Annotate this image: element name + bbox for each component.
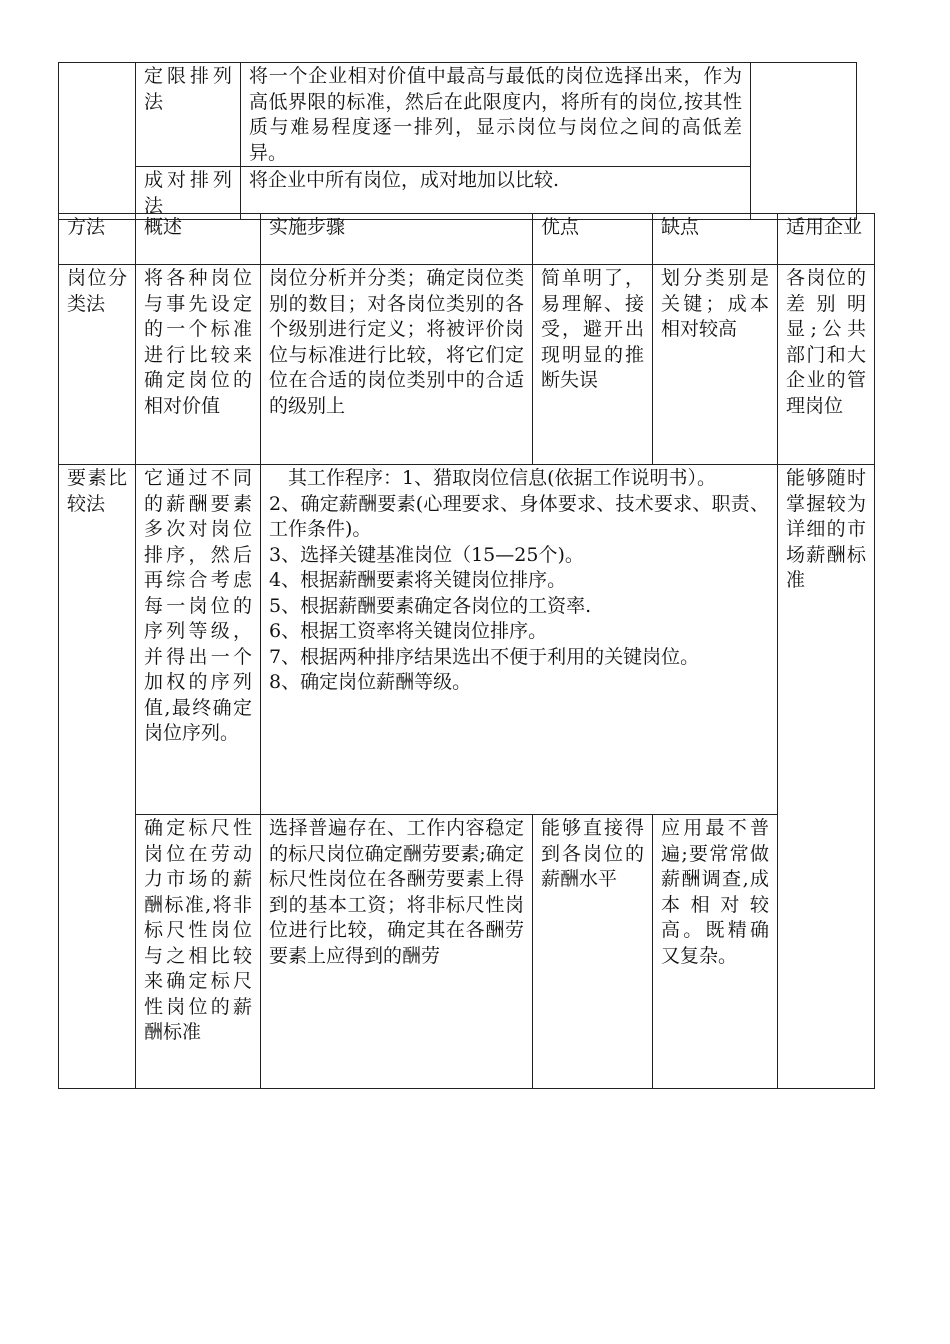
steps-cell: 岗位分析并分类；确定岗位类别的数目；对各岗位类别的各个级别进行定义；将被评价岗位与标准进行比较，将它们定位在合适的岗位类别中的合适的级别上 xyxy=(261,265,533,465)
step-line: 其工作程序：1、猎取岗位信息(依据工作说明书）。 xyxy=(288,467,717,489)
steps-cell xyxy=(261,465,778,815)
header-row xyxy=(59,214,875,265)
header-method: 方法 xyxy=(59,214,136,265)
ranking-methods-table xyxy=(58,62,857,220)
description-cell: 将一个企业相对价值中最高与最低的岗位选择出来，作为高低界限的标准，然后在此限度内，将所有的岗位,按其性质与难易程度逐一排列，显示岗位与岗位之间的高低差异。 xyxy=(241,63,751,167)
method-cell: 要素比较法 xyxy=(59,465,136,1089)
job-evaluation-methods-table xyxy=(58,213,875,1089)
step-line: 5、根据薪酬要素确定各岗位的工资率. xyxy=(269,594,592,617)
description-cell: 将企业中所有岗位，成对地加以比较. xyxy=(241,167,751,220)
cons-cell: 应用最不普遍;要常常做薪酬调查,成本相对较高。既精确又复杂。 xyxy=(653,815,778,1089)
table-row xyxy=(59,815,875,1089)
overview-cell: 将各种岗位与事先设定的一个标准进行比较来确定岗位的相对价值 xyxy=(136,265,261,465)
step-line: 6、根据工资率将关键岗位排序。 xyxy=(269,620,548,642)
method-cell: 成对排列法 xyxy=(136,167,241,220)
step-line: 2、确定薪酬要素(心理要求、身体要求、技术要求、职责、工作条件)。 xyxy=(269,492,769,540)
applicable-cell: 各岗位的差别明显;公共部门和大企业的管理岗位 xyxy=(778,265,875,465)
method-cell: 定限排列法 xyxy=(136,63,241,167)
header-applicable: 适用企业 xyxy=(778,214,875,265)
cons-cell: 划分类别是关键；成本相对较高 xyxy=(653,265,778,465)
step-line: 3、选择关键基准岗位（15—25个)。 xyxy=(269,543,584,566)
step-line: 7、根据两种排序结果选出不便于利用的关键岗位。 xyxy=(269,645,700,668)
step-line: 8、确定岗位薪酬等级。 xyxy=(269,671,472,693)
method-cell: 岗位分类法 xyxy=(59,265,136,465)
applicable-cell: 能够随时掌握较为详细的市场薪酬标准 xyxy=(778,465,875,1089)
blank-cell xyxy=(59,63,136,220)
header-pros: 优点 xyxy=(533,214,653,265)
header-overview: 概述 xyxy=(136,214,261,265)
table-row xyxy=(59,265,875,465)
overview-cell: 它通过不同的薪酬要素多次对岗位排序，然后再综合考虑每一岗位的序列等级，并得出一个加权的序列值,最终确定岗位序列。 xyxy=(136,465,261,815)
blank-cell xyxy=(751,63,857,220)
overview-cell: 确定标尺性岗位在劳动力市场的薪酬标准,将非标尺性岗位与之相比较来确定标尺性岗位的薪酬标准 xyxy=(136,815,261,1089)
step-line: 4、根据薪酬要素将关键岗位排序。 xyxy=(269,569,567,591)
pros-cell: 能够直接得到各岗位的薪酬水平 xyxy=(533,815,653,1089)
pros-cell: 简单明了，易理解、接受，避开出现明显的推断失误 xyxy=(533,265,653,465)
table-row xyxy=(59,63,857,167)
header-steps: 实施步骤 xyxy=(261,214,533,265)
table-row xyxy=(59,465,875,815)
table-row xyxy=(59,167,857,220)
header-cons: 缺点 xyxy=(653,214,778,265)
steps-cell: 选择普遍存在、工作内容稳定的标尺岗位确定酬劳要素;确定标尺性岗位在各酬劳要素上得到的基本工资；将非标尺性岗位进行比较，确定其在各酬劳要素上应得到的酬劳 xyxy=(261,815,533,1089)
